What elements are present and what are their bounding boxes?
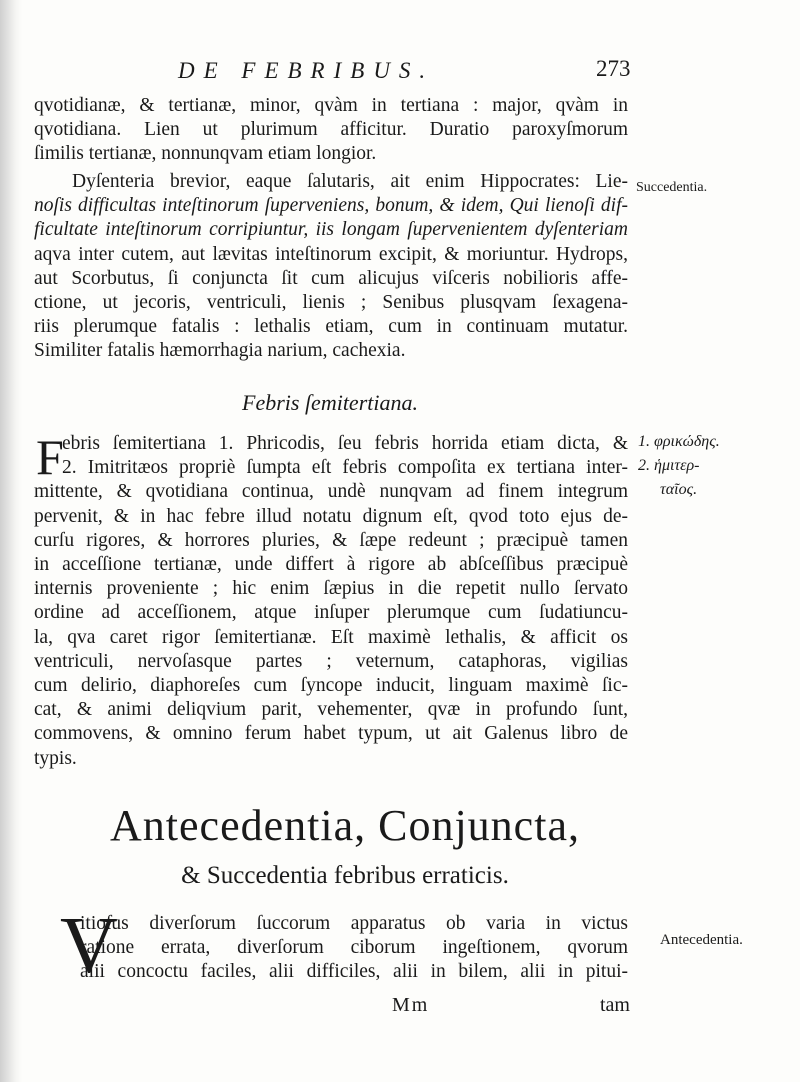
section-title-semitertiana: Febris ſemitertiana. — [242, 390, 418, 415]
paragraph-semitertiana — [34, 429, 628, 771]
text-line: curſu rigores, & horrores pluries, & ſæpe redeunt ; præcipuè tamen — [34, 529, 628, 551]
text-line: qvotidiana. Lien ut plurimum afficitur. Duratio paroxyſmorum — [34, 119, 628, 141]
text-line: alii concoctu faciles, alii difficiles, alii in bilem, alii in pitui- — [80, 961, 628, 983]
text-line: aut Scorbutus, ſi conjuncta ſit cum alicujus viſceris nobilioris affe- — [34, 267, 628, 289]
text-line: Similiter fatalis hæmorrhagia narium, cachexia. — [34, 340, 406, 362]
drop-cap-f: F — [36, 429, 64, 485]
text-line: itioſus diverſorum ſuccorum apparatus ob varia in victus — [80, 913, 628, 934]
margin-greek-line: 1. φρικώδης. — [638, 433, 720, 450]
margin-note-succedentia: Succedentia. — [636, 180, 708, 195]
text-line: commovens, & omnino ferum habet typum, ut ait Galenus libro de — [34, 723, 628, 745]
text-line: mittente, & qvotidiana continua, undè nunqvam ad finem integrum — [34, 481, 628, 503]
paragraph-dysentery — [34, 170, 628, 364]
paragraph-antecedentia — [34, 912, 628, 985]
text-line: Dyſenteria brevior, eaque ſalutaris, ait enim Hippocrates: Lie- — [72, 171, 628, 192]
margin-greek-line: ταῖος. — [660, 481, 698, 498]
text-line: ſimilis tertianæ, nonnunqvam etiam longior. — [34, 143, 377, 165]
text-line: ventriculi, nervoſasque partes ; veternum, cataphoras, vigilias — [34, 650, 628, 672]
page-number: 273 — [596, 56, 631, 81]
text-line: in acceſſione tertianæ, unde differt à rigore ab abſceſſibus præcipuè — [34, 554, 628, 576]
text-line: 2. Imitritæos propriè ſumpta eſt febris compoſita ex tertiana inter- — [62, 457, 628, 479]
running-head: DE FEBRIBUS. — [178, 58, 435, 83]
chapter-subheading: & Succedentia febribus erraticis. — [181, 862, 509, 889]
text-line: pervenit, & in hac febre illud notatu dignum eſt, qvod toto ejus de- — [34, 505, 628, 527]
margin-note-greek — [638, 430, 720, 502]
text-line: ratione errata, diverſorum ciborum ingeſtionem, qvorum — [80, 937, 628, 959]
margin-note-antecedentia: Antecedentia. — [660, 932, 743, 948]
signature-mark: Mm — [392, 994, 430, 1016]
text-line: noſis difficultas inteſtinorum ſuperveniens, bonum, & idem, Qui lienoſi dif- — [34, 195, 628, 217]
text-line: riis plerumque fatalis : lethalis etiam, cum in continuam mutatur. — [34, 316, 628, 338]
text-line: qvotidianæ, & tertianæ, minor, qvàm in tertiana : major, qvàm in — [34, 95, 628, 116]
text-line: cum delirio, diaphoreſes cum ſyncope inducit, linguam maximè ſic- — [34, 675, 628, 697]
margin-greek-line: 2. ἡμιτερ- — [638, 457, 700, 474]
text-line: aqva inter cutem, aut lævitas inteſtinorum excipit, & moriuntur. Hydrops, — [34, 243, 628, 265]
catchword: tam — [600, 994, 630, 1016]
text-line: ordine ad acceſſionem, atque inſuper plerumque cum ſudatiuncu- — [34, 602, 628, 624]
paragraph-fever-continuation — [34, 94, 628, 167]
chapter-heading: Antecedentia, Conjuncta, — [110, 801, 580, 850]
text-line: internis proveniente ; hic enim ſæpius in die repetit nullo ſervato — [34, 578, 628, 600]
text-line: typis. — [34, 747, 77, 769]
text-line: ebris ſemitertiana 1. Phricodis, ſeu febris horrida etiam dicta, & — [62, 433, 628, 454]
page-gutter-shadow — [0, 0, 22, 1082]
drop-cap-v: V — [60, 902, 118, 990]
text-line: cat, & animi deliqvium parit, vehementer, qvæ in profundo ſunt, — [34, 699, 628, 721]
text-line: ficultate inteſtinorum corripiuntur, iis longam ſupervenientem dyſenteriam — [34, 219, 628, 241]
text-line: la, qva caret rigor ſemitertianæ. Eſt maximè lethalis, & afficit os — [34, 626, 628, 648]
text-line: ctione, ut jecoris, ventriculi, lienis ; Senibus plusqvam ſexagena- — [34, 292, 628, 314]
